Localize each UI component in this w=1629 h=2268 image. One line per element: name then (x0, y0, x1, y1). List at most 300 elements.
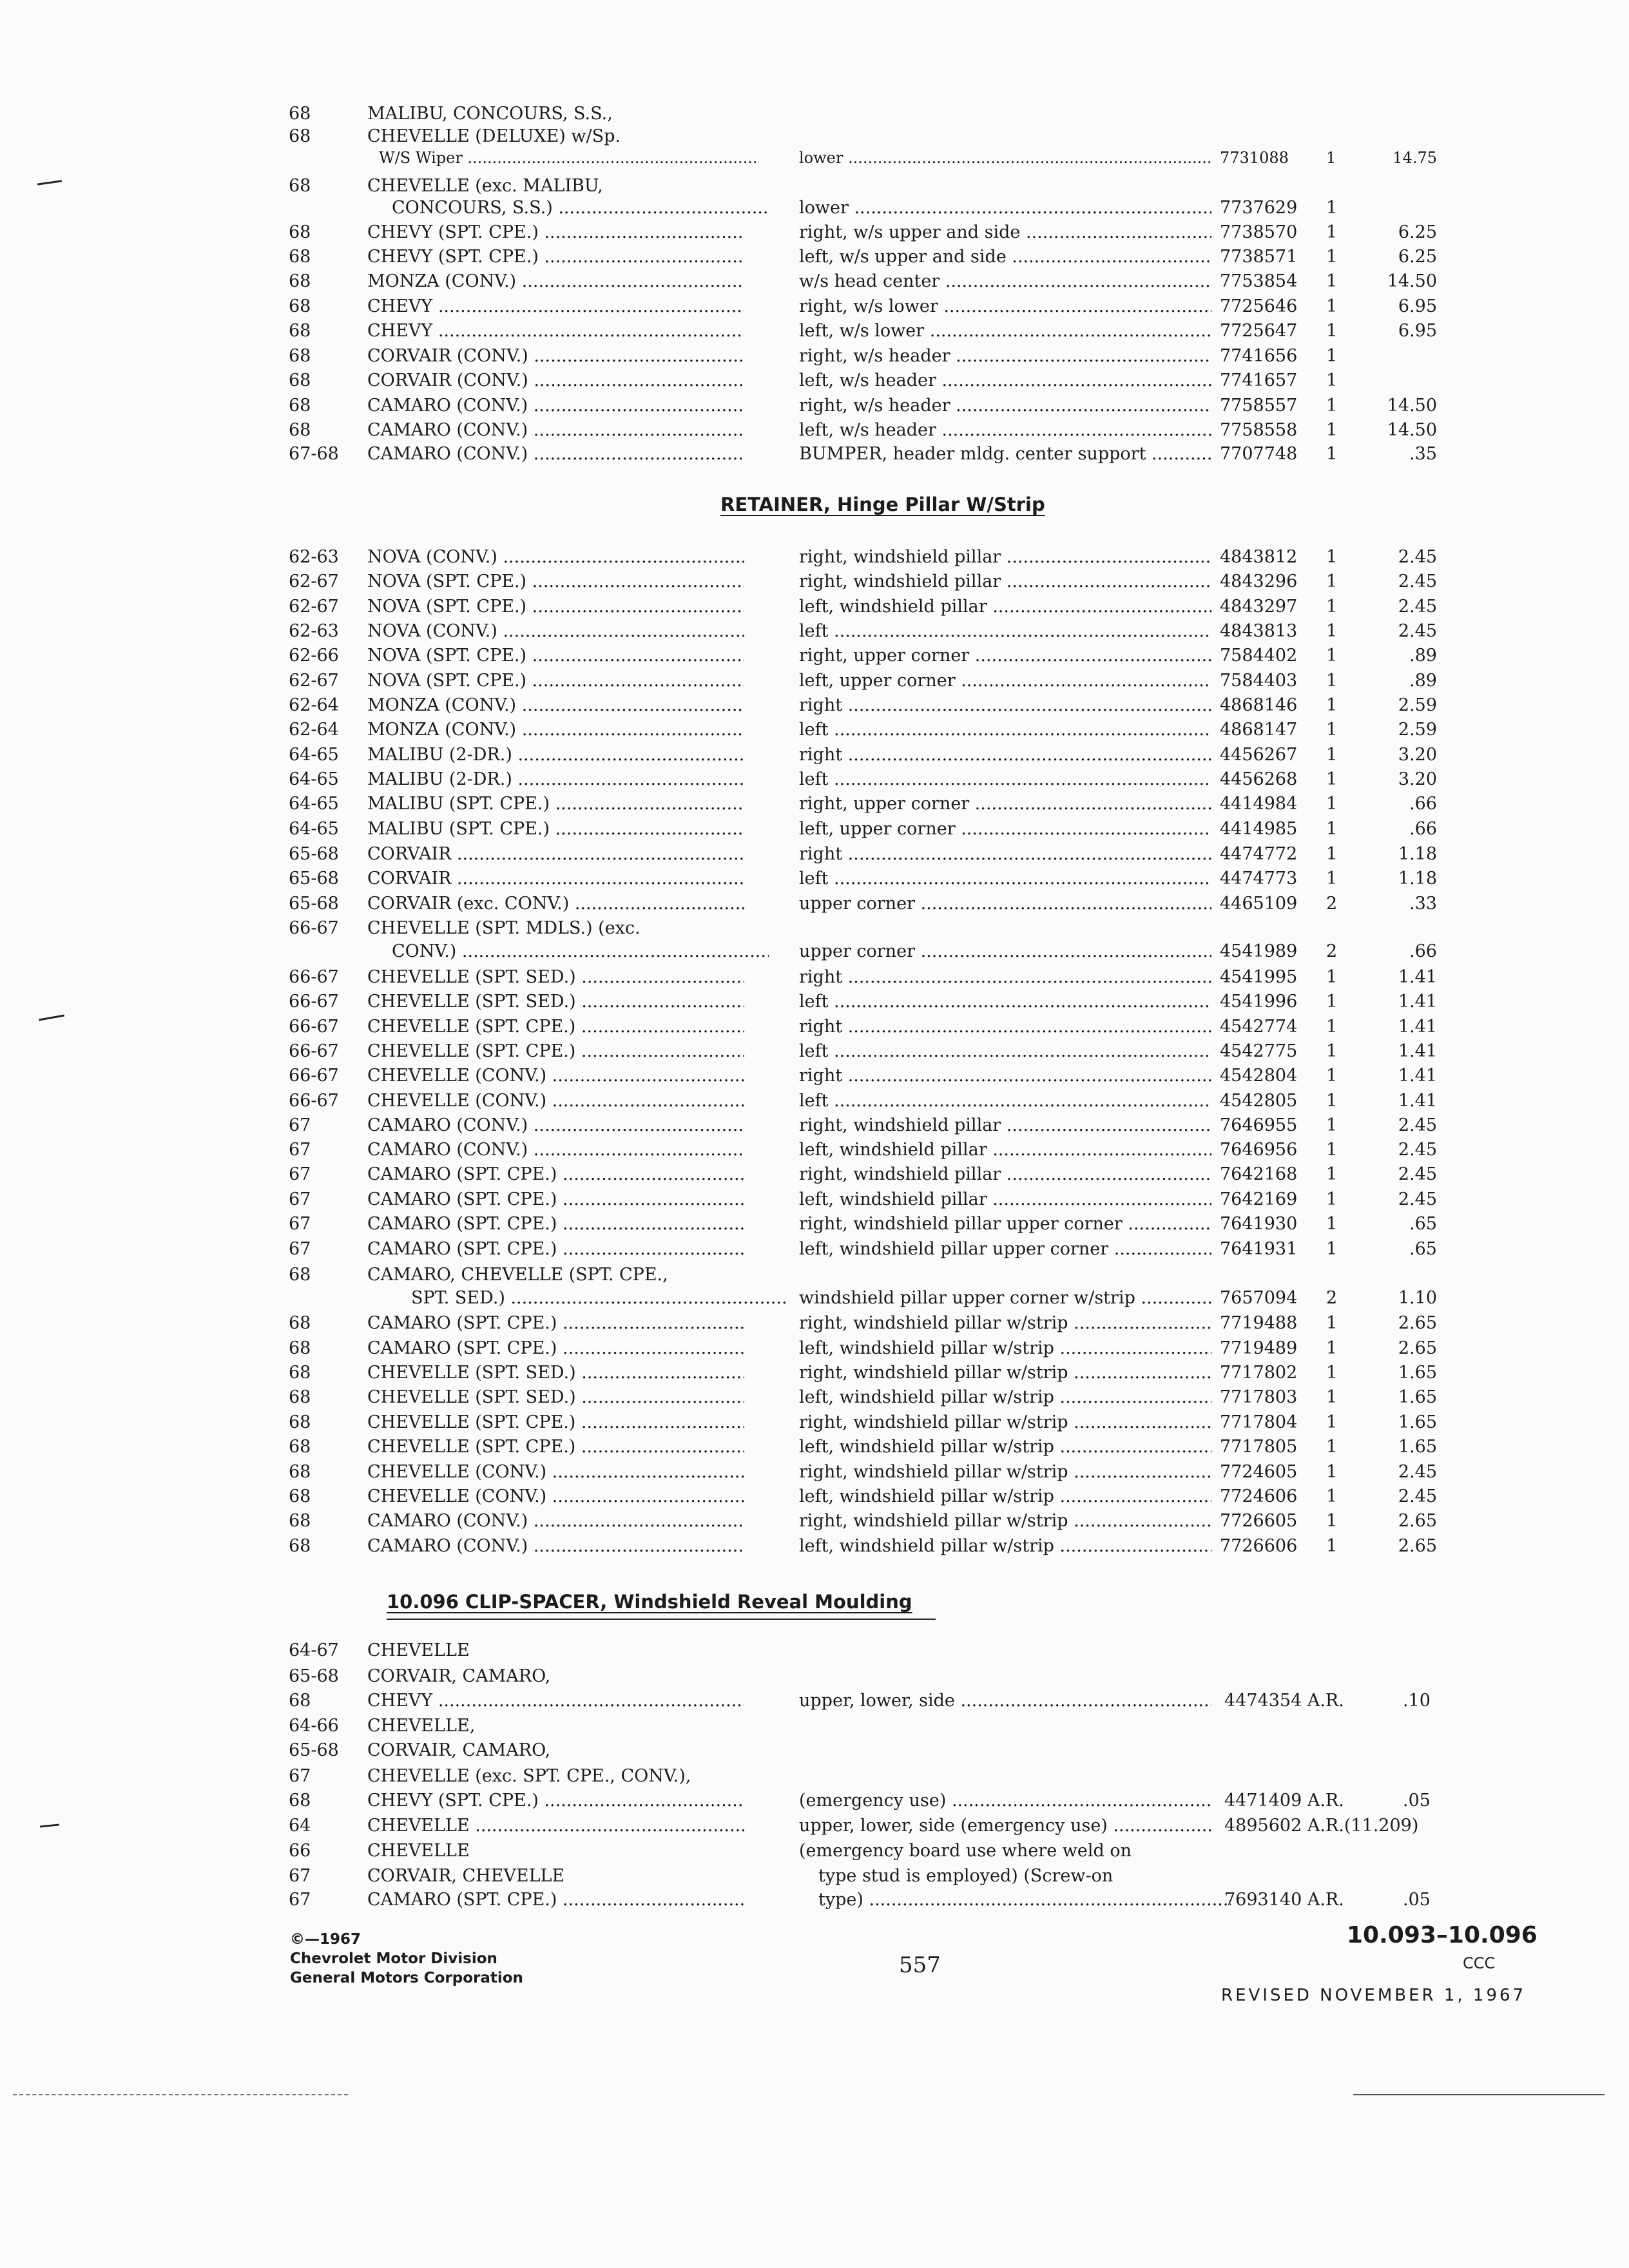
part-price: 1.18 (1398, 869, 1437, 889)
part-qty: 1 (1326, 1115, 1338, 1135)
part-row (0, 991, 1629, 1017)
part-number: 4542774 (1220, 1017, 1298, 1037)
part-number: 4541989 (1220, 941, 1298, 961)
part-price: 1.41 (1398, 1066, 1437, 1086)
revision-date: REVISED NOVEMBER 1, 1967 (1221, 1986, 1527, 2005)
part-number: 7717804 (1220, 1412, 1298, 1432)
part-row (0, 966, 1629, 992)
part-desc: left, windshield pillar w/strip ..... (799, 1338, 1211, 1360)
part-price: 2.65 (1398, 1338, 1437, 1358)
part-price: 2.45 (1398, 1462, 1437, 1482)
part-qty: 1 (1326, 396, 1338, 416)
part-price: 6.25 (1398, 222, 1437, 242)
part-row (0, 546, 1629, 572)
part-desc: upper corner ..... (799, 941, 1211, 963)
part-model: MONZA (CONV.) ..... (367, 271, 744, 293)
part-model: MALIBU, CONCOURS, S.S., (367, 104, 613, 124)
part-price: .10 (1403, 1691, 1431, 1711)
part-qty: 1 (1326, 420, 1338, 440)
part-desc: left, upper corner ..... (799, 670, 1211, 692)
part-row (0, 1865, 1629, 1891)
part-row (0, 1486, 1629, 1512)
part-desc: upper corner ..... (799, 893, 1211, 915)
part-model: CHEVELLE (SPT. SED.) ..... (367, 1362, 744, 1384)
part-qty: 1 (1326, 321, 1338, 341)
part-desc: upper, lower, side ..... (799, 1690, 1211, 1712)
part-model: CHEVY ..... (367, 1690, 744, 1712)
part-row (0, 1312, 1629, 1338)
part-desc: right, windshield pillar w/strip ..... (799, 1362, 1211, 1384)
part-price: .65 (1409, 1239, 1437, 1259)
part-model: NOVA (SPT. CPE.) ..... (367, 670, 744, 692)
part-desc: (emergency use) ..... (799, 1790, 1211, 1812)
part-row (0, 571, 1629, 597)
part-price: 2.65 (1398, 1536, 1437, 1556)
part-qty: 1 (1326, 1140, 1338, 1160)
part-model: CONCOURS, S.S.) ..... (392, 197, 769, 219)
part-price: 1.41 (1398, 1091, 1437, 1111)
part-number: 7584403 (1220, 671, 1298, 691)
part-model: CORVAIR, CHEVELLE (367, 1866, 565, 1886)
part-price: 2.45 (1398, 1115, 1437, 1135)
part-model: CHEVELLE (SPT. CPE.) ..... (367, 1436, 744, 1458)
part-desc: right ..... (799, 744, 1211, 766)
part-desc: right, windshield pillar w/strip ..... (799, 1412, 1211, 1434)
part-year: 66-67 (289, 967, 339, 987)
part-qty: 1 (1326, 1017, 1338, 1037)
part-desc: left ..... (799, 769, 1211, 791)
part-desc: right, w/s upper and side ..... (799, 222, 1211, 244)
part-row (0, 395, 1629, 421)
part-price: .89 (1409, 671, 1437, 691)
part-year: 67 (289, 1214, 311, 1234)
part-qty: 1 (1326, 296, 1338, 316)
part-model: CORVAIR (CONV.) ..... (367, 370, 744, 392)
part-model: CAMARO (SPT. CPE.) ..... (367, 1164, 744, 1186)
part-model: CHEVELLE (SPT. CPE.) ..... (367, 1412, 744, 1434)
part-qty: 1 (1326, 1066, 1338, 1086)
part-number: 7719489 (1220, 1338, 1298, 1358)
part-desc: left ..... (799, 620, 1211, 642)
part-row (0, 868, 1629, 894)
part-year: 68 (289, 396, 311, 416)
part-price: 14.75 (1393, 149, 1437, 167)
part-number: 4542775 (1220, 1041, 1298, 1061)
part-model: CHEVELLE (CONV.) ..... (367, 1065, 744, 1087)
part-row (0, 147, 1629, 173)
part-row (0, 1740, 1629, 1765)
part-price: 2.45 (1398, 597, 1437, 617)
part-qty: 1 (1326, 346, 1338, 366)
part-model: CAMARO (CONV.) ..... (367, 1115, 744, 1137)
part-row (0, 620, 1629, 646)
division-line: Chevrolet Motor Division (290, 1950, 497, 1967)
part-price: .05 (1403, 1791, 1431, 1811)
part-model: MALIBU (2-DR.) ..... (367, 769, 744, 791)
part-row (0, 222, 1629, 247)
part-row (0, 1115, 1629, 1140)
part-year: 64-67 (289, 1640, 339, 1660)
part-number: 7731088 (1220, 149, 1289, 167)
part-model: CHEVELLE (SPT. CPE.) ..... (367, 1041, 744, 1062)
part-price: 1.18 (1398, 844, 1437, 864)
part-desc: type) ..... (818, 1889, 1231, 1911)
part-row (0, 793, 1629, 819)
part-number: 7724606 (1220, 1486, 1298, 1506)
part-desc: right, windshield pillar ..... (799, 546, 1211, 568)
part-price: 2.45 (1398, 621, 1437, 641)
part-desc: left ..... (799, 1090, 1211, 1112)
part-qty: 1 (1326, 1462, 1338, 1482)
part-qty: 1 (1326, 1189, 1338, 1209)
part-model: NOVA (SPT. CPE.) ..... (367, 645, 744, 667)
part-year: 67 (289, 1239, 311, 1259)
part-desc: right, windshield pillar ..... (799, 1164, 1211, 1186)
part-price: 3.20 (1398, 769, 1437, 789)
part-price: .33 (1409, 894, 1437, 914)
catalog-code: CCC (1463, 1954, 1496, 1972)
part-row (0, 419, 1629, 445)
part-year: 68 (289, 1437, 311, 1457)
part-desc: left, windshield pillar w/strip ..... (799, 1436, 1211, 1458)
part-number: 7738571 (1220, 247, 1298, 267)
part-desc: right, windshield pillar w/strip ..... (799, 1461, 1211, 1483)
part-model: CORVAIR (CONV.) ..... (367, 345, 744, 367)
part-row (0, 1715, 1629, 1741)
part-year: 68 (289, 1511, 311, 1531)
part-price: .66 (1409, 794, 1437, 814)
part-desc: right, w/s header ..... (799, 395, 1211, 417)
part-qty: 1 (1326, 547, 1338, 567)
part-number: 7758558 (1220, 420, 1298, 440)
part-year: 64-65 (289, 769, 339, 789)
part-model: CHEVELLE (SPT. SED.) ..... (367, 966, 744, 988)
part-desc: BUMPER, header mldg. center support ..... (799, 443, 1211, 465)
part-model: CHEVELLE (exc. SPT. CPE., CONV.), (367, 1766, 691, 1786)
part-row (0, 918, 1629, 943)
part-row (0, 596, 1629, 622)
part-row (0, 744, 1629, 770)
part-price: .05 (1403, 1890, 1431, 1910)
part-row (0, 941, 1629, 966)
part-row (0, 1139, 1629, 1165)
part-row (0, 1889, 1629, 1915)
part-row (0, 1765, 1629, 1791)
part-model: NOVA (CONV.) ..... (367, 620, 744, 642)
part-year: 64-65 (289, 819, 339, 839)
part-row (0, 1790, 1629, 1816)
part-model: CHEVELLE (CONV.) ..... (367, 1461, 744, 1483)
part-qty: 1 (1326, 819, 1338, 839)
part-model: NOVA (CONV.) ..... (367, 546, 744, 568)
part-price: 6.95 (1398, 296, 1437, 316)
part-year: 66-67 (289, 1041, 339, 1061)
part-qty: 1 (1326, 769, 1338, 789)
page-number: 557 (899, 1952, 941, 1978)
part-model: MONZA (CONV.) ..... (367, 695, 744, 716)
part-qty: 1 (1326, 247, 1338, 267)
part-desc: left, windshield pillar ..... (799, 1139, 1211, 1161)
part-model: CHEVELLE (CONV.) ..... (367, 1090, 744, 1112)
part-price: 6.95 (1398, 321, 1437, 341)
part-row (0, 246, 1629, 272)
part-desc: w/s head center ..... (799, 271, 1211, 293)
part-year: 66-67 (289, 1017, 339, 1037)
part-number: 4474773 (1220, 869, 1298, 889)
part-number: 7724605 (1220, 1462, 1298, 1482)
part-year: 62-67 (289, 671, 339, 691)
part-qty: 1 (1326, 1412, 1338, 1432)
part-model: CAMARO (CONV.) ..... (367, 419, 744, 441)
part-qty: 1 (1326, 1239, 1338, 1259)
part-year: 68 (289, 420, 311, 440)
part-number: 7642168 (1220, 1164, 1298, 1184)
part-year: 66-67 (289, 992, 339, 1012)
part-qty: 1 (1326, 597, 1338, 617)
part-desc: right ..... (799, 966, 1211, 988)
part-number: 4843296 (1220, 572, 1298, 591)
part-number: 4456268 (1220, 769, 1298, 789)
part-year: 65-68 (289, 869, 339, 889)
part-number: 7738570 (1220, 222, 1298, 242)
part-number: 4843813 (1220, 621, 1298, 641)
part-row (0, 719, 1629, 745)
part-year: 68 (289, 1412, 311, 1432)
part-number-qty: 4895602 A.R.(11.209) (1224, 1816, 1419, 1836)
part-number: 4541995 (1220, 967, 1298, 987)
part-qty: 1 (1326, 572, 1338, 591)
part-row (0, 1362, 1629, 1388)
part-model: CHEVELLE (SPT. SED.) ..... (367, 1387, 744, 1408)
part-model: NOVA (SPT. CPE.) ..... (367, 596, 744, 618)
part-desc: left, w/s header ..... (799, 419, 1211, 441)
part-qty: 1 (1326, 621, 1338, 641)
footer-publisher (290, 1930, 523, 1988)
part-price: 1.41 (1398, 1017, 1437, 1037)
part-number-qty: 7693140 A.R. (1224, 1890, 1344, 1910)
part-model: CAMARO (SPT. CPE.) ..... (367, 1213, 744, 1235)
part-model: CONV.) ..... (392, 941, 769, 963)
part-price: 1.41 (1398, 1041, 1437, 1061)
part-price: 2.45 (1398, 1140, 1437, 1160)
part-qty: 1 (1326, 1387, 1338, 1407)
part-price: .66 (1409, 941, 1437, 961)
part-qty: 2 (1326, 1288, 1338, 1308)
part-year: 62-64 (289, 695, 339, 715)
part-year: 65-68 (289, 844, 339, 864)
part-desc: right, windshield pillar ..... (799, 1115, 1211, 1137)
part-row (0, 670, 1629, 696)
part-row (0, 320, 1629, 346)
part-row (0, 1815, 1629, 1841)
part-desc: left, windshield pillar w/strip ..... (799, 1486, 1211, 1508)
part-year: 67 (289, 1115, 311, 1135)
part-desc: left ..... (799, 1041, 1211, 1062)
part-desc: left ..... (799, 991, 1211, 1013)
part-row (0, 1510, 1629, 1536)
part-desc: left, windshield pillar w/strip ..... (799, 1387, 1211, 1408)
part-qty: 1 (1326, 992, 1338, 1012)
part-desc: right ..... (799, 843, 1211, 865)
part-year: 64 (289, 1816, 311, 1836)
part-row (0, 1090, 1629, 1116)
part-number: 4843812 (1220, 547, 1298, 567)
part-number: 7642169 (1220, 1189, 1298, 1209)
part-model: CHEVELLE (SPT. SED.) ..... (367, 991, 744, 1013)
part-year: 68 (289, 271, 311, 291)
part-qty: 1 (1326, 967, 1338, 987)
part-number: 4474772 (1220, 844, 1298, 864)
part-desc: left, windshield pillar w/strip ..... (799, 1535, 1211, 1557)
part-year: 65-68 (289, 894, 339, 914)
part-number: 7741656 (1220, 346, 1298, 366)
part-year: 67 (289, 1189, 311, 1209)
part-price: .66 (1409, 819, 1437, 839)
part-model: CHEVELLE ..... (367, 1815, 744, 1837)
part-desc: left, w/s lower ..... (799, 320, 1211, 342)
part-desc: type stud is employed) (Screw-on (818, 1866, 1113, 1886)
part-model: CHEVELLE (367, 1640, 470, 1660)
part-row (0, 1213, 1629, 1239)
part-row (0, 1840, 1629, 1866)
part-qty: 1 (1326, 1214, 1338, 1234)
part-qty: 1 (1326, 869, 1338, 889)
part-qty: 1 (1326, 1437, 1338, 1457)
part-number: 7726606 (1220, 1536, 1298, 1556)
part-price: 14.50 (1387, 420, 1437, 440)
part-number: 7717805 (1220, 1437, 1298, 1457)
part-model: CHEVY ..... (367, 296, 744, 318)
part-desc: left, upper corner ..... (799, 818, 1211, 840)
part-year: 67 (289, 1140, 311, 1160)
part-row (0, 695, 1629, 720)
part-desc: (emergency board use where weld on (799, 1841, 1132, 1861)
part-model: CAMARO (CONV.) ..... (367, 1535, 744, 1557)
part-row (0, 1412, 1629, 1437)
copyright-line: ©—1967 (290, 1931, 361, 1948)
part-number: 7725647 (1220, 321, 1298, 341)
part-qty: 1 (1326, 745, 1338, 765)
part-qty: 1 (1326, 1338, 1338, 1358)
part-number: 7707748 (1220, 444, 1298, 464)
part-number: 7646956 (1220, 1140, 1298, 1160)
part-row (0, 843, 1629, 869)
part-desc: right ..... (799, 695, 1211, 716)
part-desc: right ..... (799, 1065, 1211, 1087)
part-price: 1.10 (1398, 1288, 1437, 1308)
part-price: .65 (1409, 1214, 1437, 1234)
part-number: 7719488 (1220, 1313, 1298, 1333)
part-row (0, 443, 1629, 469)
part-price: 14.50 (1387, 396, 1437, 416)
part-qty: 1 (1326, 198, 1338, 218)
part-row (0, 645, 1629, 671)
part-price: 1.41 (1398, 967, 1437, 987)
part-row (0, 1164, 1629, 1189)
part-qty: 1 (1326, 222, 1338, 242)
part-number: 7717802 (1220, 1363, 1298, 1383)
part-model: CORVAIR, CAMARO, (367, 1666, 551, 1686)
part-desc: right, upper corner ..... (799, 793, 1211, 815)
part-year: 68 (289, 104, 311, 124)
part-year: 68 (289, 1691, 311, 1711)
part-model: MALIBU (SPT. CPE.) ..... (367, 818, 744, 840)
part-row (0, 769, 1629, 794)
part-model: CAMARO (CONV.) ..... (367, 395, 744, 417)
part-desc: left, windshield pillar upper corner ..... (799, 1238, 1211, 1260)
part-qty: 2 (1326, 894, 1338, 914)
part-number: 7657094 (1220, 1288, 1298, 1308)
part-year: 67 (289, 1890, 311, 1910)
part-price: 2.45 (1398, 1486, 1437, 1506)
part-price: 1.65 (1398, 1363, 1437, 1383)
part-number: 7584402 (1220, 646, 1298, 666)
part-number: 4456267 (1220, 745, 1298, 765)
part-year: 62-63 (289, 547, 339, 567)
part-year: 68 (289, 1486, 311, 1506)
part-number: 4414984 (1220, 794, 1298, 814)
part-desc: right, windshield pillar ..... (799, 571, 1211, 593)
part-model: CHEVY (SPT. CPE.) ..... (367, 1790, 744, 1812)
part-model: CHEVELLE (DELUXE) w/Sp. (367, 126, 621, 146)
part-desc: right, windshield pillar upper corner ..... (799, 1213, 1211, 1235)
part-year: 66-67 (289, 918, 339, 938)
part-year: 65-68 (289, 1740, 339, 1760)
part-qty: 1 (1326, 1041, 1338, 1061)
part-model: CHEVELLE (SPT. MDLS.) (exc. (367, 918, 641, 938)
part-number: 4541996 (1220, 992, 1298, 1012)
part-qty: 1 (1326, 444, 1338, 464)
part-row (0, 818, 1629, 844)
part-desc: right, w/s header ..... (799, 345, 1211, 367)
part-price: .89 (1409, 646, 1437, 666)
part-qty: 1 (1326, 1164, 1338, 1184)
part-model: CAMARO (SPT. CPE.) ..... (367, 1889, 744, 1911)
part-model: SPT. SED.) ..... (411, 1287, 788, 1309)
part-qty: 1 (1326, 1511, 1338, 1531)
part-row (0, 893, 1629, 919)
part-year: 62-64 (289, 720, 339, 740)
part-model: CHEVELLE (CONV.) ..... (367, 1486, 744, 1508)
part-row (0, 1189, 1629, 1215)
part-year: 64-66 (289, 1716, 339, 1736)
part-model: W/S Wiper ..... (379, 147, 756, 169)
section-range: 10.093–10.096 (1347, 1922, 1537, 1948)
part-number: 7758557 (1220, 396, 1298, 416)
part-qty: 1 (1326, 695, 1338, 715)
part-year: 68 (289, 1338, 311, 1358)
part-price: 2.45 (1398, 547, 1437, 567)
part-number: 7753854 (1220, 271, 1298, 291)
part-qty: 1 (1326, 1091, 1338, 1111)
part-model: CHEVELLE (367, 1841, 470, 1861)
part-number: 4542805 (1220, 1091, 1298, 1111)
part-row (0, 296, 1629, 322)
part-desc: right, w/s lower ..... (799, 296, 1211, 318)
part-desc: left ..... (799, 868, 1211, 890)
part-row (0, 271, 1629, 296)
section-heading-clip-spacer: 10.096 CLIP-SPACER, Windshield Reveal Moulding (387, 1591, 912, 1613)
part-year: 62-66 (289, 646, 339, 666)
part-desc: left, w/s header ..... (799, 370, 1211, 392)
part-qty: 1 (1326, 844, 1338, 864)
part-year: 68 (289, 1387, 311, 1407)
part-number: 7725646 (1220, 296, 1298, 316)
part-qty: 1 (1326, 370, 1338, 390)
part-row (0, 1666, 1629, 1691)
part-year: 68 (289, 247, 311, 267)
part-model: CHEVY ..... (367, 320, 744, 342)
